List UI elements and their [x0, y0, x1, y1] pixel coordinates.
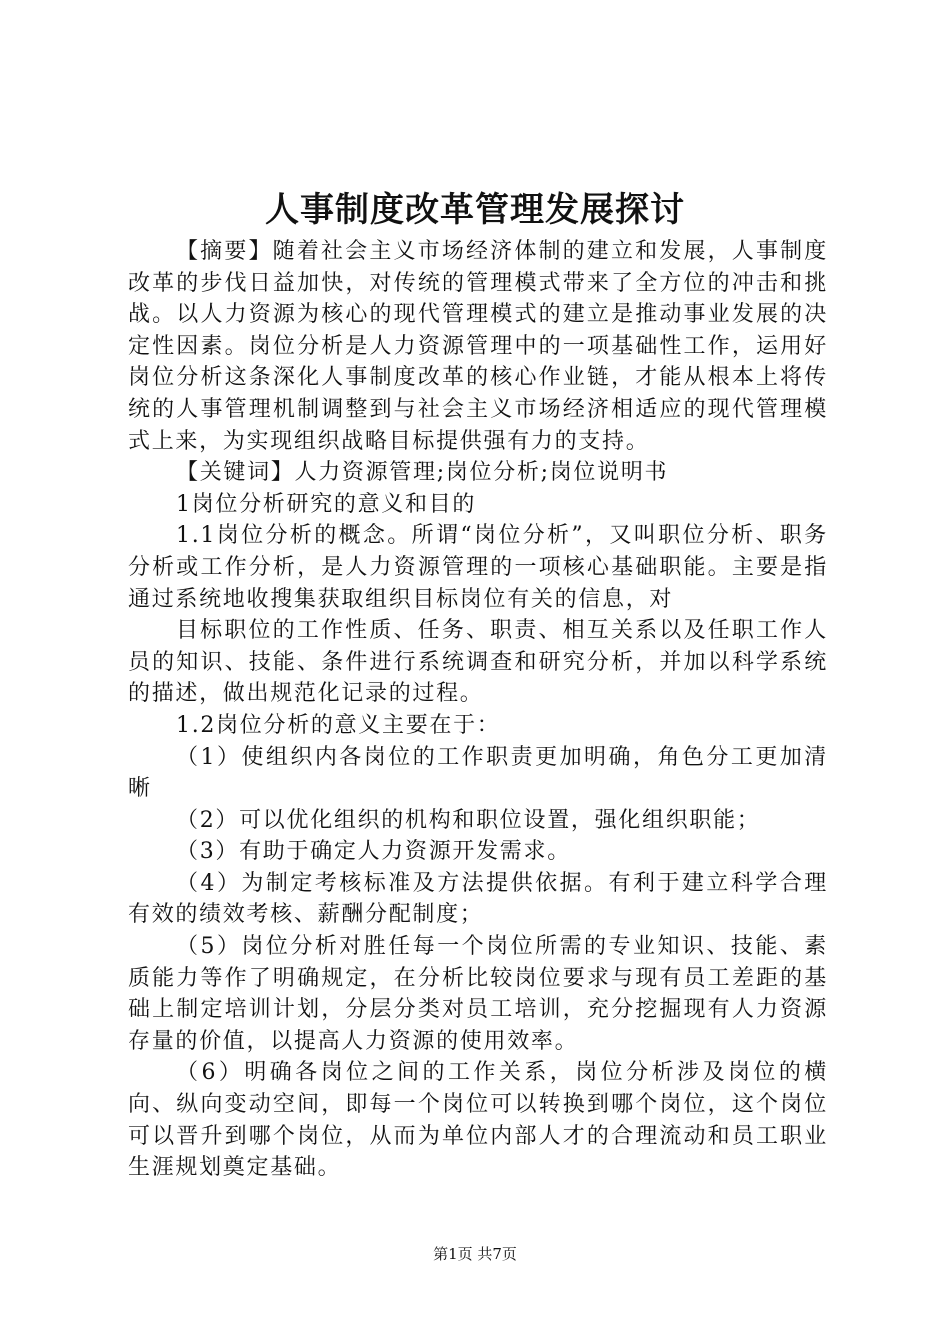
document-body: [128, 236, 828, 1184]
list-item-5: （5）岗位分析对胜任每一个岗位所需的专业知识、技能、素质能力等作了明确规定，在分析比较岗位要求与现有员工差距的基础上制定培训计划，分层分类对员工培训，充分挖掘现有人力资源存量的价值，以提高人力资源的使用效率。: [128, 934, 828, 1054]
list-item-4: （4）为制定考核标准及方法提供依据。有利于建立科学合理有效的绩效考核、薪酬分配制度；: [128, 870, 828, 928]
paragraph-1-2: 1.2岗位分析的意义主要在于：: [176, 712, 501, 738]
page-number-footer: 第1页 共7页: [433, 1245, 517, 1263]
list-item-2: （2）可以优化组织的机构和职位设置，强化组织职能；: [176, 807, 761, 833]
list-item-6: （6）明确各岗位之间的工作关系，岗位分析涉及岗位的横向、纵向变动空间，即每一个岗位可以转换到哪个岗位，这个岗位可以晋升到哪个岗位，从而为单位内部人才的合理流动和员工职业生涯规划奠定基础。: [128, 1060, 828, 1181]
list-item-1: （1）使组织内各岗位的工作职责更加明确，角色分工更加清晰: [128, 744, 828, 802]
paragraph-1-1-continued: 目标职位的工作性质、任务、职责、相互关系以及任职工作人员的知识、技能、条件进行系统调查和研究分析，并加以科学系统的描述，做出规范化记录的过程。: [128, 618, 828, 707]
document-title: 人事制度改革管理发展探讨: [265, 190, 685, 230]
list-item-3: （3）有助于确定人力资源开发需求。: [176, 839, 571, 865]
keywords-paragraph: 【关键词】人力资源管理;岗位分析;岗位说明书: [176, 460, 669, 486]
paragraph-1-1: 1.1岗位分析的概念。所谓“岗位分析”，又叫职位分析、职务分析或工作分析，是人力资源管理的一项核心基础职能。主要是指通过系统地收搜集获取组织目标岗位有关的信息，对: [128, 523, 828, 612]
section-heading-1: 1岗位分析研究的意义和目的: [176, 491, 477, 517]
abstract-paragraph: 【摘要】随着社会主义市场经济体制的建立和发展，人事制度改革的步伐日益加快，对传统的管理模式带来了全方位的冲击和挑战。以人力资源为核心的现代管理模式的建立是推动事业发展的决定性因素。岗位分析是人力资源管理中的一项基础性工作，运用好岗位分析这条深化人事制度改革的核心作业链，才能从根本上将传统的人事管理机制调整到与社会主义市场经济相适应的现代管理模式上来，为实现组织战略目标提供强有力的支持。: [128, 239, 828, 454]
